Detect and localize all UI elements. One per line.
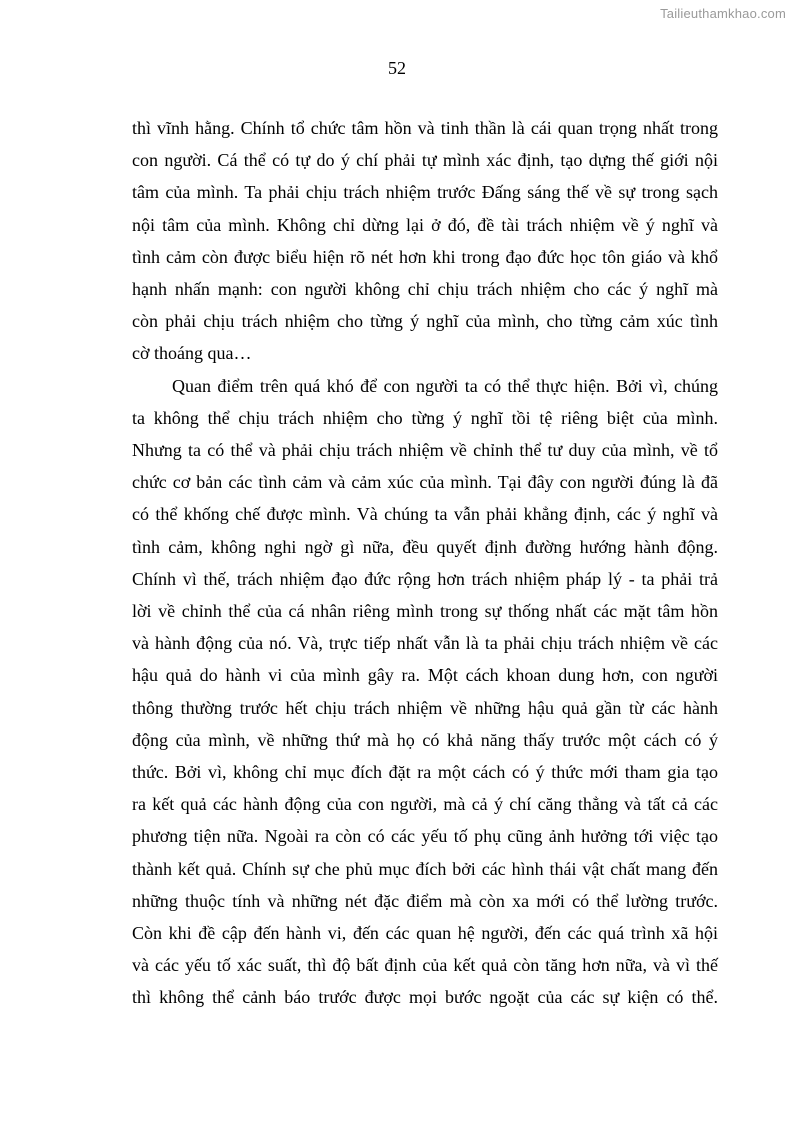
text-line: những thuộc tính và những nét đặc điểm mà còn xa mới có thể lường trước. bbox=[132, 890, 718, 911]
watermark-text: Tailieuthamkhao.com bbox=[660, 6, 786, 21]
text-line: ra kết quả các hành động của con người, mà cả ý chí căng thẳng và tất cả các bbox=[132, 794, 718, 815]
text-line: Chính vì thế, trách nhiệm đạo đức rộng hơn trách nhiệm pháp lý - ta phải trả bbox=[132, 568, 718, 589]
text-line: hậu quả do hành vi của mình gây ra. Một cách khoan dung hơn, con người bbox=[132, 665, 718, 686]
text-line: Còn khi đề cập đến hành vi, đến các quan hệ người, đến các quá trình xã hội bbox=[132, 923, 718, 944]
text-line: thông thường trước hết chịu trách nhiệm về những hậu quả gần từ các hành bbox=[132, 697, 718, 718]
text-line: Nhưng ta có thể và phải chịu trách nhiệm về chỉnh thể tư duy của mình, về tổ bbox=[132, 440, 718, 461]
paragraph-2 bbox=[132, 370, 718, 1014]
text-line: tình cảm còn được biểu hiện rõ nét hơn khi trong đạo đức học tôn giáo và khổ bbox=[132, 246, 718, 267]
text-line: ta không thể chịu trách nhiệm cho từng ý nghĩ tồi tệ riêng biệt của mình. bbox=[132, 407, 718, 428]
text-line: và hành động của nó. Và, trực tiếp nhất vẫn là ta phải chịu trách nhiệm về các bbox=[132, 633, 718, 654]
text-line: động của mình, về những thứ mà họ có khả năng thấy trước một cách có ý bbox=[132, 729, 718, 750]
text-line: có thể khống chế được mình. Và chúng ta vẫn phải khẳng định, các ý nghĩ và bbox=[132, 504, 718, 525]
paragraph-1 bbox=[132, 112, 718, 370]
text-line: thành kết quả. Chính sự che phủ mục đích bởi các hình thái vật chất mang đến bbox=[132, 858, 718, 879]
text-line: lời về chỉnh thể của cá nhân riêng mình trong sự thống nhất các mặt tâm hồn bbox=[132, 601, 718, 622]
document-body bbox=[132, 112, 718, 1014]
text-line: tình cảm, không nghi ngờ gì nữa, đều quyết định đường hướng hành động. bbox=[132, 536, 718, 557]
text-line: thì vĩnh hằng. Chính tổ chức tâm hồn và tinh thần là cái quan trọng nhất trong bbox=[132, 118, 718, 138]
text-line: thì không thể cảnh báo trước được mọi bước ngoặt của các sự kiện có thể. bbox=[132, 987, 718, 1008]
text-line: phương tiện nữa. Ngoài ra còn có các yếu tố phụ cũng ảnh hưởng tới việc tạo bbox=[132, 826, 718, 847]
text-line: Quan điểm trên quá khó để con người ta có thể thực hiện. Bởi vì, chúng bbox=[172, 375, 718, 396]
text-line: tâm của mình. Ta phải chịu trách nhiệm trước Đấng sáng thế về sự trong sạch bbox=[132, 182, 718, 203]
text-line: và các yếu tố xác suất, thì độ bất định của kết quả còn tăng hơn nữa, và vì thế bbox=[132, 955, 718, 976]
text-line: con người. Cá thể có tự do ý chí phải tự mình xác định, tạo dựng thế giới nội bbox=[132, 150, 718, 171]
text-line: nội tâm của mình. Không chỉ dừng lại ở đó, đề tài trách nhiệm về ý nghĩ và bbox=[132, 214, 718, 235]
text-line: hạnh nhấn mạnh: con người không chỉ chịu trách nhiệm cho các ý nghĩ mà bbox=[132, 279, 718, 300]
text-line: thức. Bởi vì, không chỉ mục đích đặt ra một cách có ý thức mới tham gia tạo bbox=[132, 762, 718, 783]
text-line: cờ thoáng qua… bbox=[132, 343, 252, 364]
text-line: chức cơ bản các tình cảm và cảm xúc của mình. Tại đây con người đúng là đã bbox=[132, 472, 718, 493]
text-line: còn phải chịu trách nhiệm cho từng ý nghĩ của mình, cho từng cảm xúc tình bbox=[132, 311, 718, 332]
page-number: 52 bbox=[388, 58, 406, 78]
